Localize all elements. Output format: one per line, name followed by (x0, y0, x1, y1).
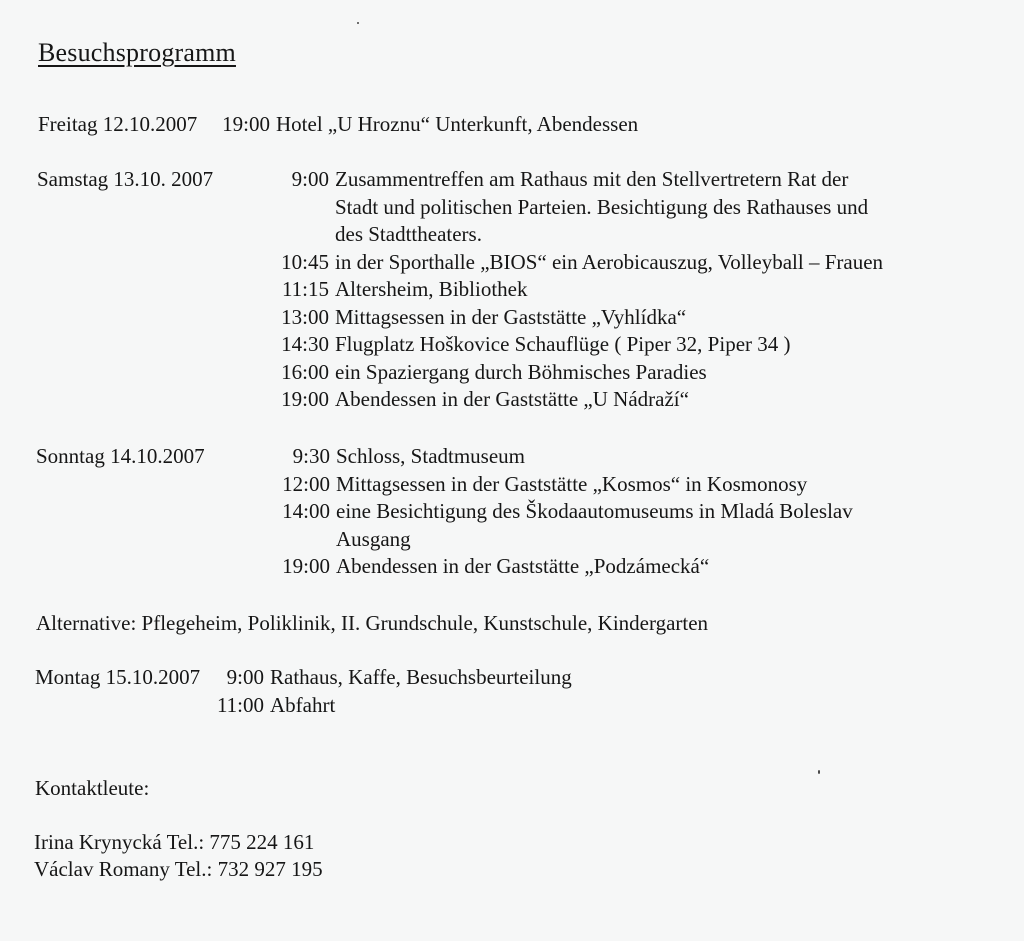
schedule-entry (271, 331, 883, 359)
entry-text: Altersheim, Bibliothek (335, 277, 528, 301)
entry-text: Abendessen in der Gaststätte „U Nádraží“ (335, 387, 689, 411)
entry-time: 19:00 (281, 387, 329, 411)
entry-time: 14:30 (281, 332, 329, 356)
entry-text: Mittagsessen in der Gaststätte „Vyhlídka“ (335, 304, 687, 329)
schedule-entry (272, 498, 853, 553)
day-label-friday: Freitag 12.10.2007 (38, 112, 198, 136)
contact-item: Irina Krynycká Tel.: 775 224 161 (34, 830, 315, 854)
schedule-entry (271, 304, 883, 332)
entry-text: Stadt und politischen Parteien. Besichtigung des Rathauses und (335, 194, 869, 219)
entry-text: Hotel „U Hroznu“ Unterkunft, Abendessen (276, 112, 639, 136)
day-label-monday: Montag 15.10.2007 (35, 665, 201, 689)
entry-text: Rathaus, Kaffe, Besuchsbeurteilung (270, 665, 572, 689)
scan-speck (357, 22, 359, 24)
contact-item: Václav Romany Tel.: 732 927 195 (34, 857, 323, 881)
entry-time: 10:45 (281, 249, 329, 274)
schedule-entry (271, 359, 883, 387)
entry-time: 13:00 (281, 304, 329, 329)
schedule-saturday (271, 166, 883, 414)
entry-time: 11:15 (281, 277, 329, 301)
entry-time: 12:00 (282, 471, 330, 496)
schedule-sunday (272, 443, 853, 581)
page-title: Besuchsprogramm (38, 38, 236, 67)
day-label-saturday: Samstag 13.10. 2007 (37, 167, 214, 191)
alternative-line: Alternative: Pflegeheim, Poliklinik, II. Grundschule, Kunstschule, Kindergarten (36, 611, 709, 635)
entry-text: Flugplatz Hoškovice Schauflüge ( Piper 32, Piper 34 ) (335, 332, 791, 356)
day-label-sunday: Sonntag 14.10.2007 (36, 444, 205, 468)
entry-text: Mittagsessen in der Gaststätte „Kosmos“ in Kosmonosy (336, 471, 808, 496)
scan-speck (818, 770, 820, 774)
entry-time: 19:00 (282, 554, 330, 578)
entry-text: des Stadttheaters. (335, 222, 482, 246)
schedule-entry (272, 553, 853, 581)
entry-time: 11:00 (216, 692, 264, 717)
entry-time: 9:00 (291, 167, 329, 191)
entry-text: Abendessen in der Gaststätte „Podzámecká“ (336, 554, 710, 578)
entry-time: 16:00 (281, 359, 329, 384)
entry-time: 14:00 (282, 499, 330, 523)
schedule-entry (271, 386, 883, 414)
entry-text: ein Spaziergang durch Böhmisches Paradies (335, 359, 707, 384)
entry-text: Ausgang (336, 526, 411, 551)
schedule-entry (206, 692, 572, 720)
schedule-entry (271, 166, 883, 249)
entry-text: in der Sporthalle „BIOS“ ein Aerobicauszug, Volleyball – Frauen (335, 249, 884, 274)
entry-time: 9:00 (226, 665, 264, 689)
schedule-entry (271, 249, 883, 277)
entry-time: 9:30 (292, 444, 330, 468)
entry-text: eine Besichtigung des Škodaautomuseums in Mladá Boleslav (336, 499, 853, 523)
schedule-monday (206, 664, 572, 719)
contacts-list (34, 829, 323, 883)
schedule-entry (206, 664, 572, 692)
contacts-heading: Kontaktleute: (35, 776, 150, 800)
entry-text: Schloss, Stadtmuseum (336, 444, 526, 468)
schedule-entry (272, 443, 853, 471)
entry-text: Zusammentreffen am Rathaus mit den Stellvertretern Rat der (335, 167, 849, 191)
schedule-entry (272, 471, 853, 499)
schedule-entry (271, 276, 883, 304)
schedule-friday (212, 111, 638, 139)
entry-time: 19:00 (222, 112, 270, 136)
schedule-entry (212, 111, 638, 139)
entry-text: Abfahrt (270, 692, 336, 717)
